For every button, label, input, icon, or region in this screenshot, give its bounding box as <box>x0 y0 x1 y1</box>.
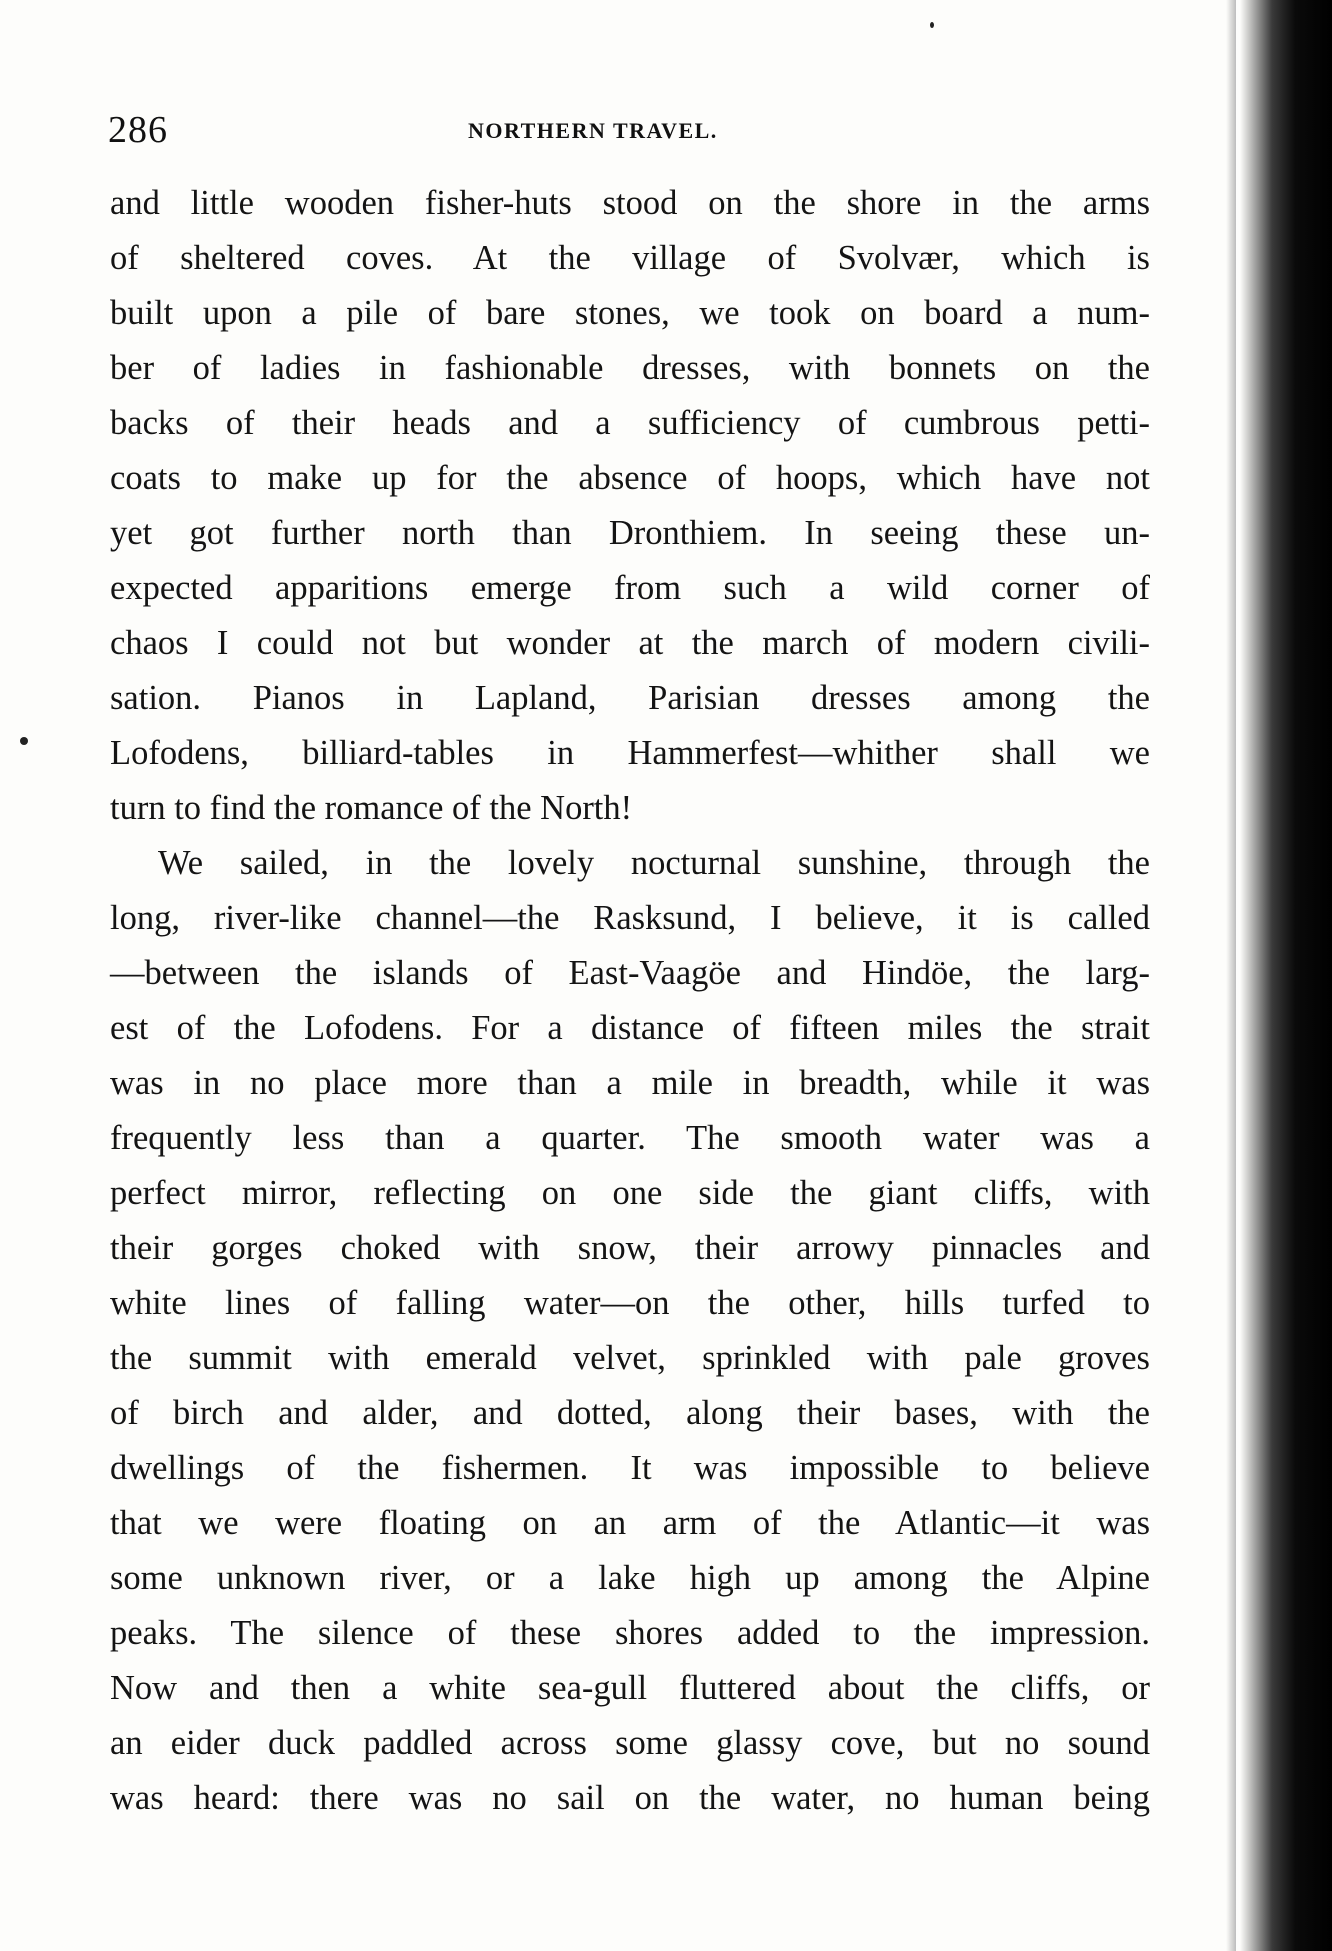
text-line: perfect mirror, reflecting on one side the giant cliffs, with <box>110 1174 1150 1212</box>
ink-speck <box>930 22 934 28</box>
text-line: ber of ladies in fashionable dresses, with bonnets on the <box>110 349 1150 387</box>
text-line: coats to make up for the absence of hoops, which have not <box>110 459 1150 497</box>
text-line: some unknown river, or a lake high up among the Alpine <box>110 1559 1150 1597</box>
running-title: NORTHERN TRAVEL. <box>468 118 718 143</box>
text-line: and little wooden fisher-huts stood on the shore in the arms <box>110 184 1150 222</box>
text-line: dwellings of the fishermen. It was impossible to believe <box>110 1449 1150 1487</box>
text-line: built upon a pile of bare stones, we took on board a num- <box>110 294 1150 332</box>
text-line: an eider duck paddled across some glassy cove, but no sound <box>110 1724 1150 1762</box>
ink-speck <box>20 737 28 745</box>
binding-edge-shadow <box>1226 0 1236 1951</box>
text-line: yet got further north than Dronthiem. In seeing these un- <box>110 514 1150 552</box>
text-line: of sheltered coves. At the village of Svolvær, which is <box>110 239 1150 277</box>
text-line: —between the islands of East-Vaagöe and Hindöe, the larg- <box>110 954 1150 992</box>
binding-gutter-shadow <box>1240 0 1332 1951</box>
text-line: expected apparitions emerge from such a wild corner of <box>110 569 1150 607</box>
text-line: We sailed, in the lovely nocturnal sunshine, through the <box>158 844 1150 882</box>
text-line: backs of their heads and a sufficiency of cumbrous petti- <box>110 404 1150 442</box>
text-line: white lines of falling water—on the other, hills turfed to <box>110 1284 1150 1322</box>
page-header <box>108 108 1148 152</box>
text-line: Now and then a white sea-gull fluttered about the cliffs, or <box>110 1669 1150 1707</box>
text-line: frequently less than a quarter. The smooth water was a <box>110 1119 1150 1157</box>
text-line: of birch and alder, and dotted, along their bases, with the <box>110 1394 1150 1432</box>
text-line: long, river-like channel—the Rasksund, I believe, it is called <box>110 899 1150 937</box>
text-line: was in no place more than a mile in breadth, while it was <box>110 1064 1150 1102</box>
text-line: was heard: there was no sail on the water, no human being <box>110 1779 1150 1817</box>
text-line: that we were floating on an arm of the Atlantic—it was <box>110 1504 1150 1542</box>
text-line: peaks. The silence of these shores added to the impression. <box>110 1614 1150 1652</box>
text-line: sation. Pianos in Lapland, Parisian dresses among the <box>110 679 1150 717</box>
text-line: Lofodens, billiard-tables in Hammerfest—whither shall we <box>110 734 1150 772</box>
text-line: turn to find the romance of the North! <box>110 789 633 827</box>
body-text <box>110 176 1150 1826</box>
text-line: est of the Lofodens. For a distance of fifteen miles the strait <box>110 1009 1150 1047</box>
page-number: 286 <box>108 109 168 151</box>
text-line: chaos I could not but wonder at the march of modern civili- <box>110 624 1150 662</box>
text-line: the summit with emerald velvet, sprinkled with pale groves <box>110 1339 1150 1377</box>
text-line: their gorges choked with snow, their arrowy pinnacles and <box>110 1229 1150 1267</box>
